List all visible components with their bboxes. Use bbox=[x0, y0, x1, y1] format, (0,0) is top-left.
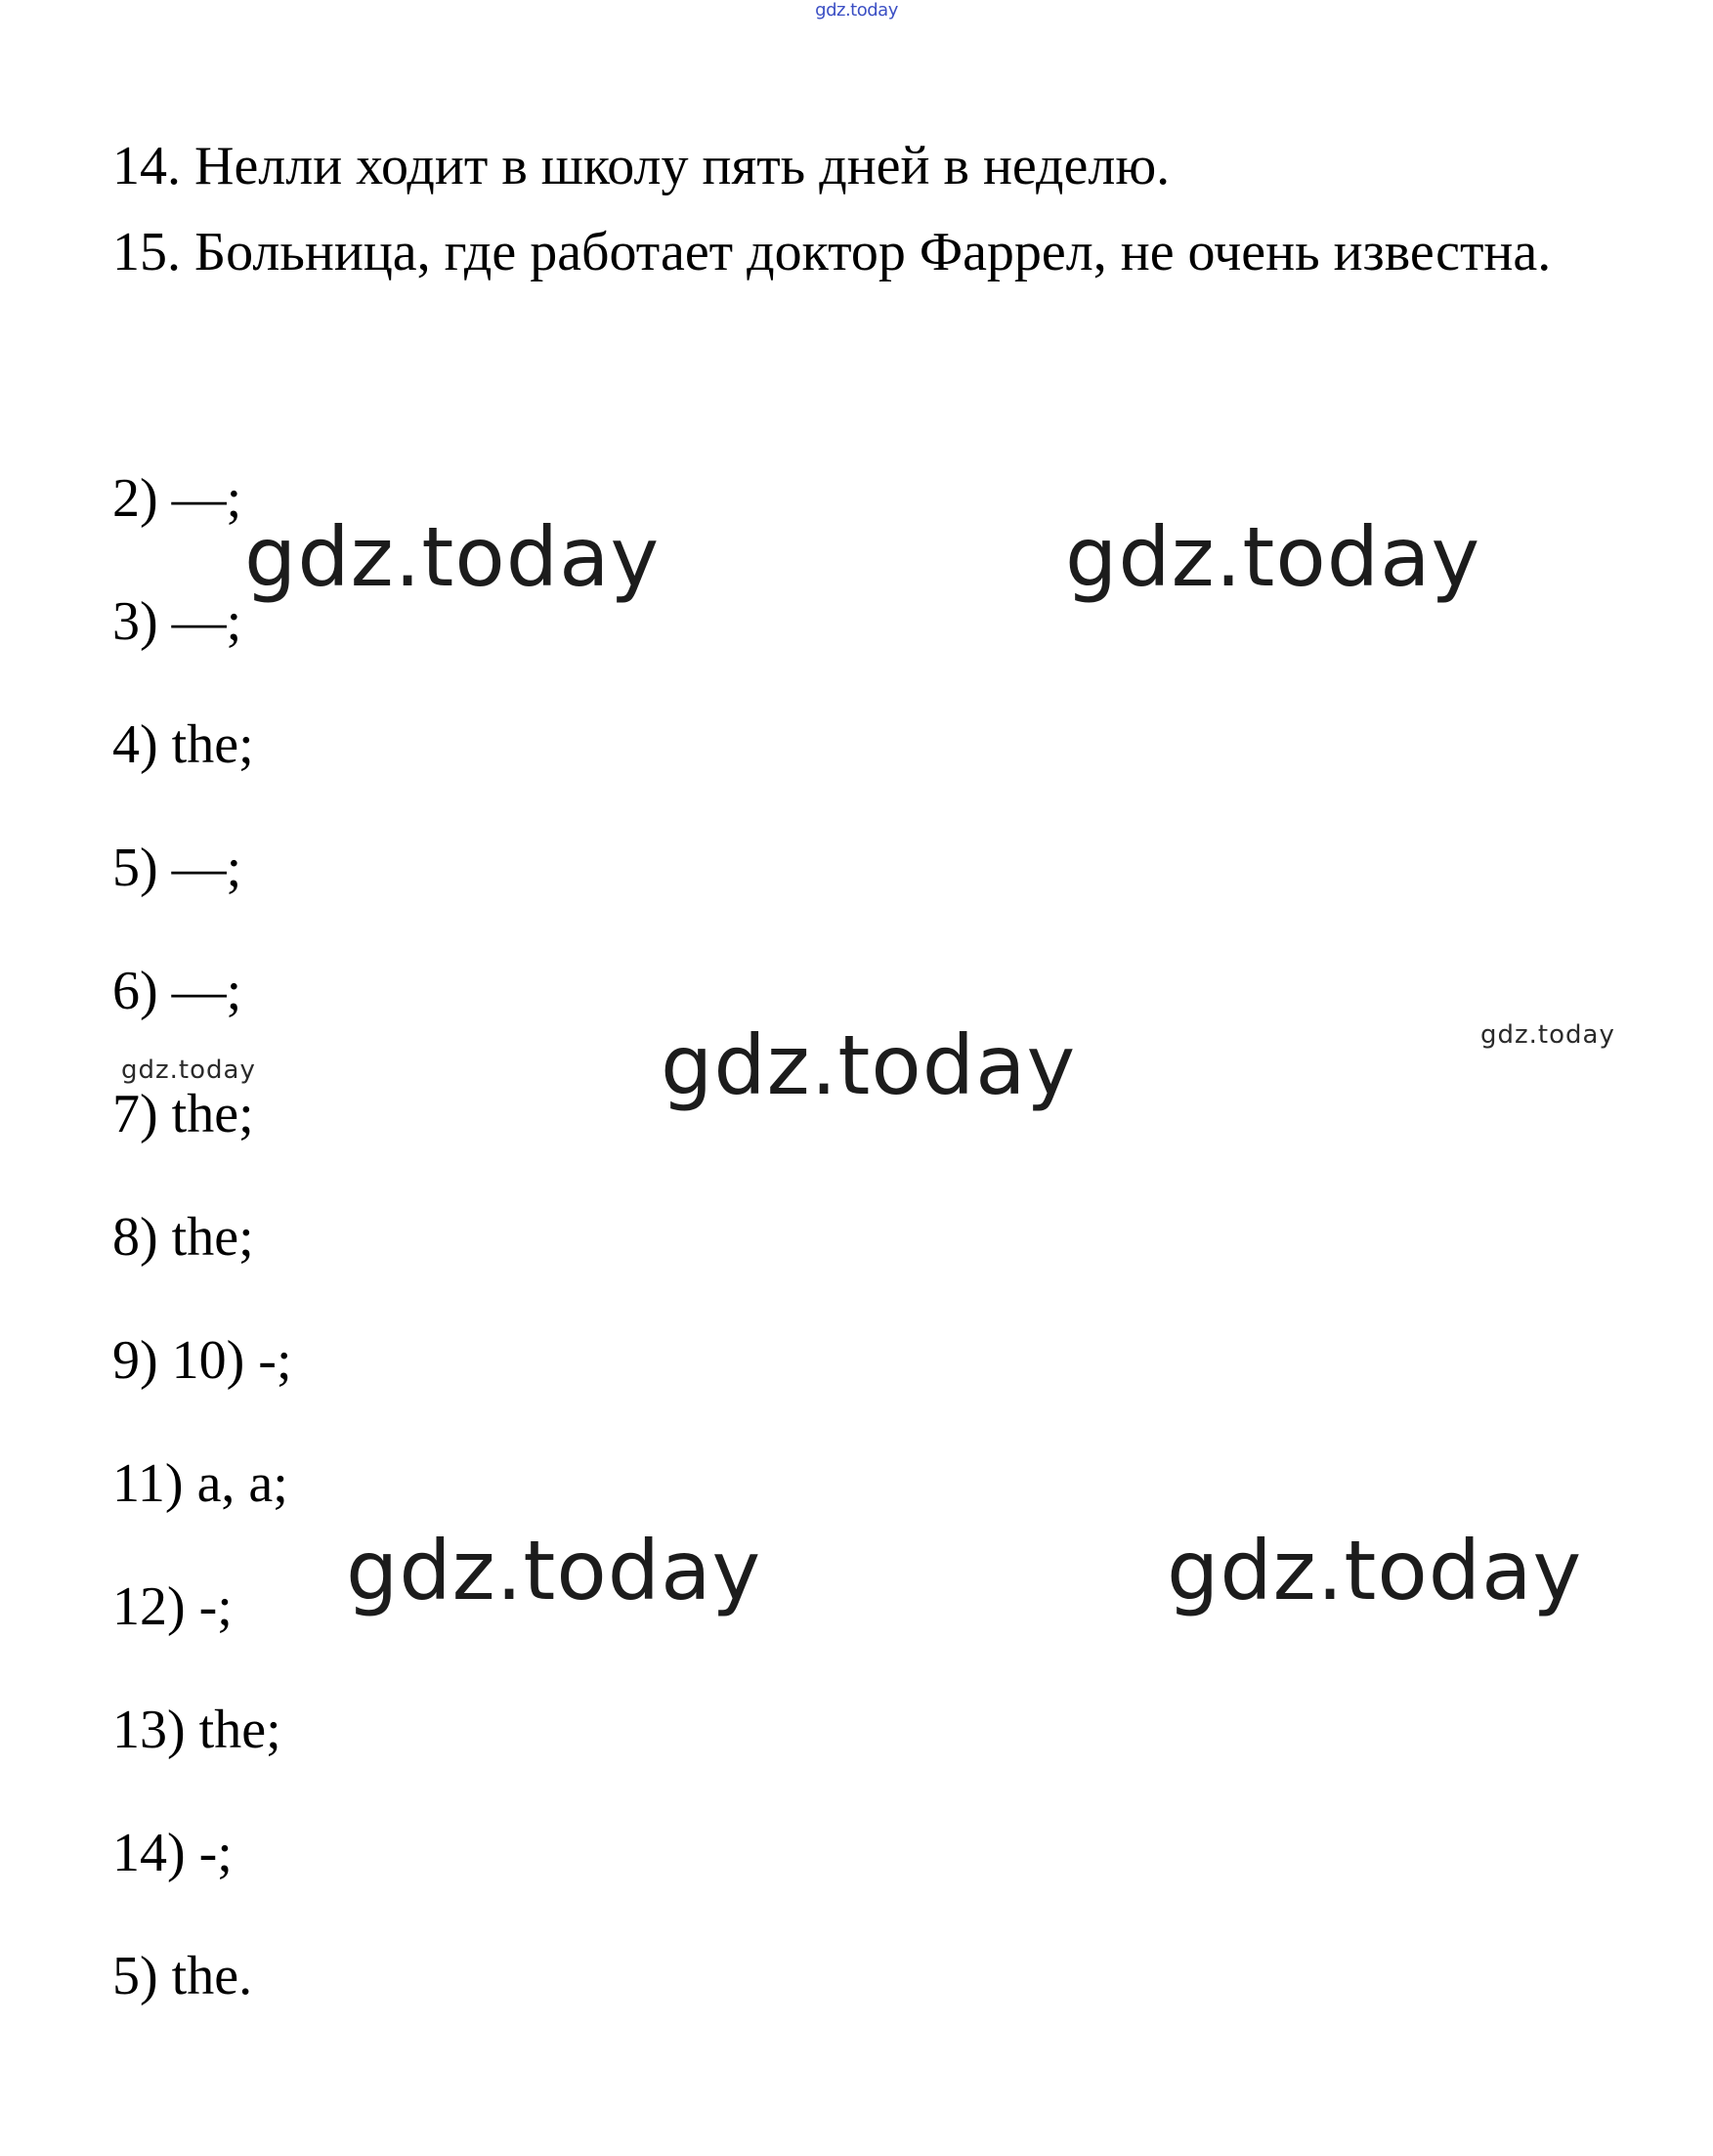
answer-item: 5) —; bbox=[112, 838, 242, 898]
header-watermark: gdz.today bbox=[815, 0, 898, 21]
watermark: gdz.today bbox=[244, 509, 661, 605]
answer-item: 12) -; bbox=[112, 1576, 233, 1637]
answer-item: 7) the; bbox=[112, 1084, 254, 1144]
watermark: gdz.today bbox=[1167, 1523, 1583, 1618]
answer-item: 4) the; bbox=[112, 714, 254, 775]
watermark: gdz.today bbox=[1065, 509, 1481, 605]
answer-item: 5) the. bbox=[112, 1946, 253, 2006]
watermark: gdz.today bbox=[346, 1523, 762, 1618]
answer-item: 11) a, a; bbox=[112, 1453, 288, 1514]
answer-item: 8) the; bbox=[112, 1207, 254, 1268]
answer-item: 6) —; bbox=[112, 961, 242, 1021]
watermark: gdz.today bbox=[661, 1017, 1077, 1113]
answer-item: 3) —; bbox=[112, 591, 242, 652]
answer-item: 9) 10) -; bbox=[112, 1330, 292, 1391]
answer-item: 14) -; bbox=[112, 1823, 233, 1883]
translation-line: 15. Больница, где работает доктор Фаррел, не очень известна. bbox=[112, 222, 1552, 282]
answer-item: 2) —; bbox=[112, 468, 242, 529]
watermark: gdz.today bbox=[1480, 1020, 1615, 1050]
answer-item: 13) the; bbox=[112, 1700, 281, 1760]
watermark: gdz.today bbox=[121, 1056, 256, 1085]
translation-line: 14. Нелли ходит в школу пять дней в неделю. bbox=[112, 136, 1171, 196]
